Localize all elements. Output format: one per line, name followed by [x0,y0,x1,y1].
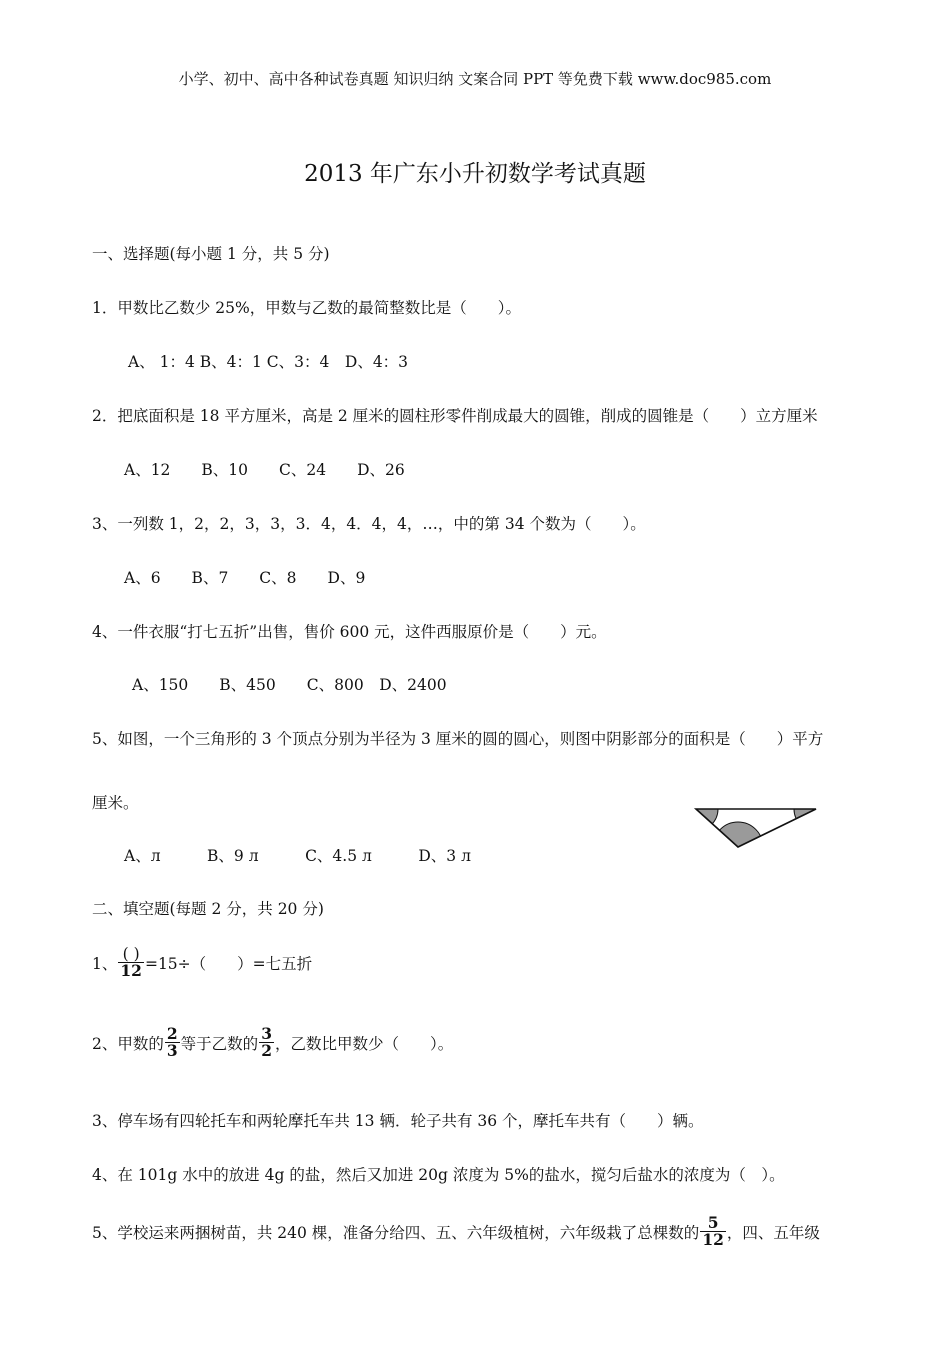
fraction-numerator: 5 [700,1215,726,1232]
question-4-options: A、150 B、450 C、800 D、2400 [132,676,447,694]
fill-question-1-prefix: 1、 [92,954,118,973]
shaded-sector-left [680,797,718,831]
fraction-five-twelfths [700,1215,726,1249]
fraction-denominator: 12 [120,961,142,981]
question-5-options: A、л B、9 л C、4.5 л D、3 л [124,847,471,865]
fill-question-4: 4、在 101g 水中的放进 4g 的盐，然后又加进 20g 浓度为 5%的盐水，搅匀后盐水的浓度为（ ）。 [92,1166,785,1184]
question-2-text: 2．把底面积是 18 平方厘米，高是 2 厘米的圆柱形零件削成最大的圆锥，削成的圆锥是（ ）立方厘米 [92,407,818,425]
fill-question-5-prefix: 5、学校运来两捆树苗，共 240 棵，准备分给四、五、六年级植树，六年级栽了总棵数的 [92,1223,700,1242]
fill-question-2-prefix: 2、甲数的 [92,1034,164,1053]
triangle-circles-figure [680,797,840,857]
fill-question-2-middle: 等于乙数的 [180,1034,259,1053]
fraction-denominator: 3 [166,1041,178,1061]
fill-question-3: 3、停车场有四轮托车和两轮摩托车共 13 辆．轮子共有 36 个，摩托车共有（ ）辆。 [92,1112,704,1130]
fill-question-2-suffix: ，乙数比甲数少（ ）。 [274,1034,454,1053]
fraction-denominator: 2 [261,1041,272,1061]
question-1-text: 1．甲数比乙数少 25%，甲数与乙数的最简整数比是（ ）。 [92,299,521,317]
fraction-numerator: 2 [166,1024,178,1043]
fraction-numerator: 3 [261,1024,272,1043]
fill-question-1-suffix: =15÷（ ）=七五折 [144,954,313,973]
section-heading-choice: 一、选择题(每小题 1 分，共 5 分) [92,245,330,263]
question-5-text: 5、如图，一个三角形的 3 个顶点分别为半径为 3 厘米的圆的圆心，则图中阴影部分的面积是（ ）平方 [92,730,824,748]
fill-question-2 [92,1026,453,1060]
fill-question-1 [92,946,312,980]
question-3-options: A、6 B、7 C、8 D、9 [124,569,366,587]
fraction-blank-over-12 [118,946,144,980]
fraction-numerator: ( ) [118,946,144,963]
fraction-two-thirds [165,1026,180,1060]
question-2-options: A、12 B、10 C、24 D、26 [124,461,405,479]
question-4-text: 4、一件衣服“打七五折”出售，售价 600 元，这件西服原价是（ ）元。 [92,623,607,641]
shaded-sector-right [794,797,838,831]
fraction-denominator: 12 [702,1230,724,1250]
fill-question-5 [92,1215,820,1249]
shaded-sector-bottom [713,822,763,857]
fill-question-5-suffix: ，四、五年级 [726,1223,820,1242]
section-heading-fill: 二、填空题(每题 2 分，共 20 分) [92,900,324,918]
question-1-options: A、 1：4 B、4：1 C、3：4 D、4：3 [128,353,409,371]
question-3-text: 3、一列数 1，2，2，3，3，3．4，4．4，4，…，中的第 34 个数为（ ）。 [92,515,646,533]
question-5-text-continued: 厘米。 [92,794,139,812]
page-header: 小学、初中、高中各种试卷真题 知识归纳 文案合同 PPT 等免费下载 www.doc985.com [178,70,772,88]
fraction-three-halves [259,1026,274,1060]
page-title: 2013 年广东小升初数学考试真题 [304,161,646,187]
